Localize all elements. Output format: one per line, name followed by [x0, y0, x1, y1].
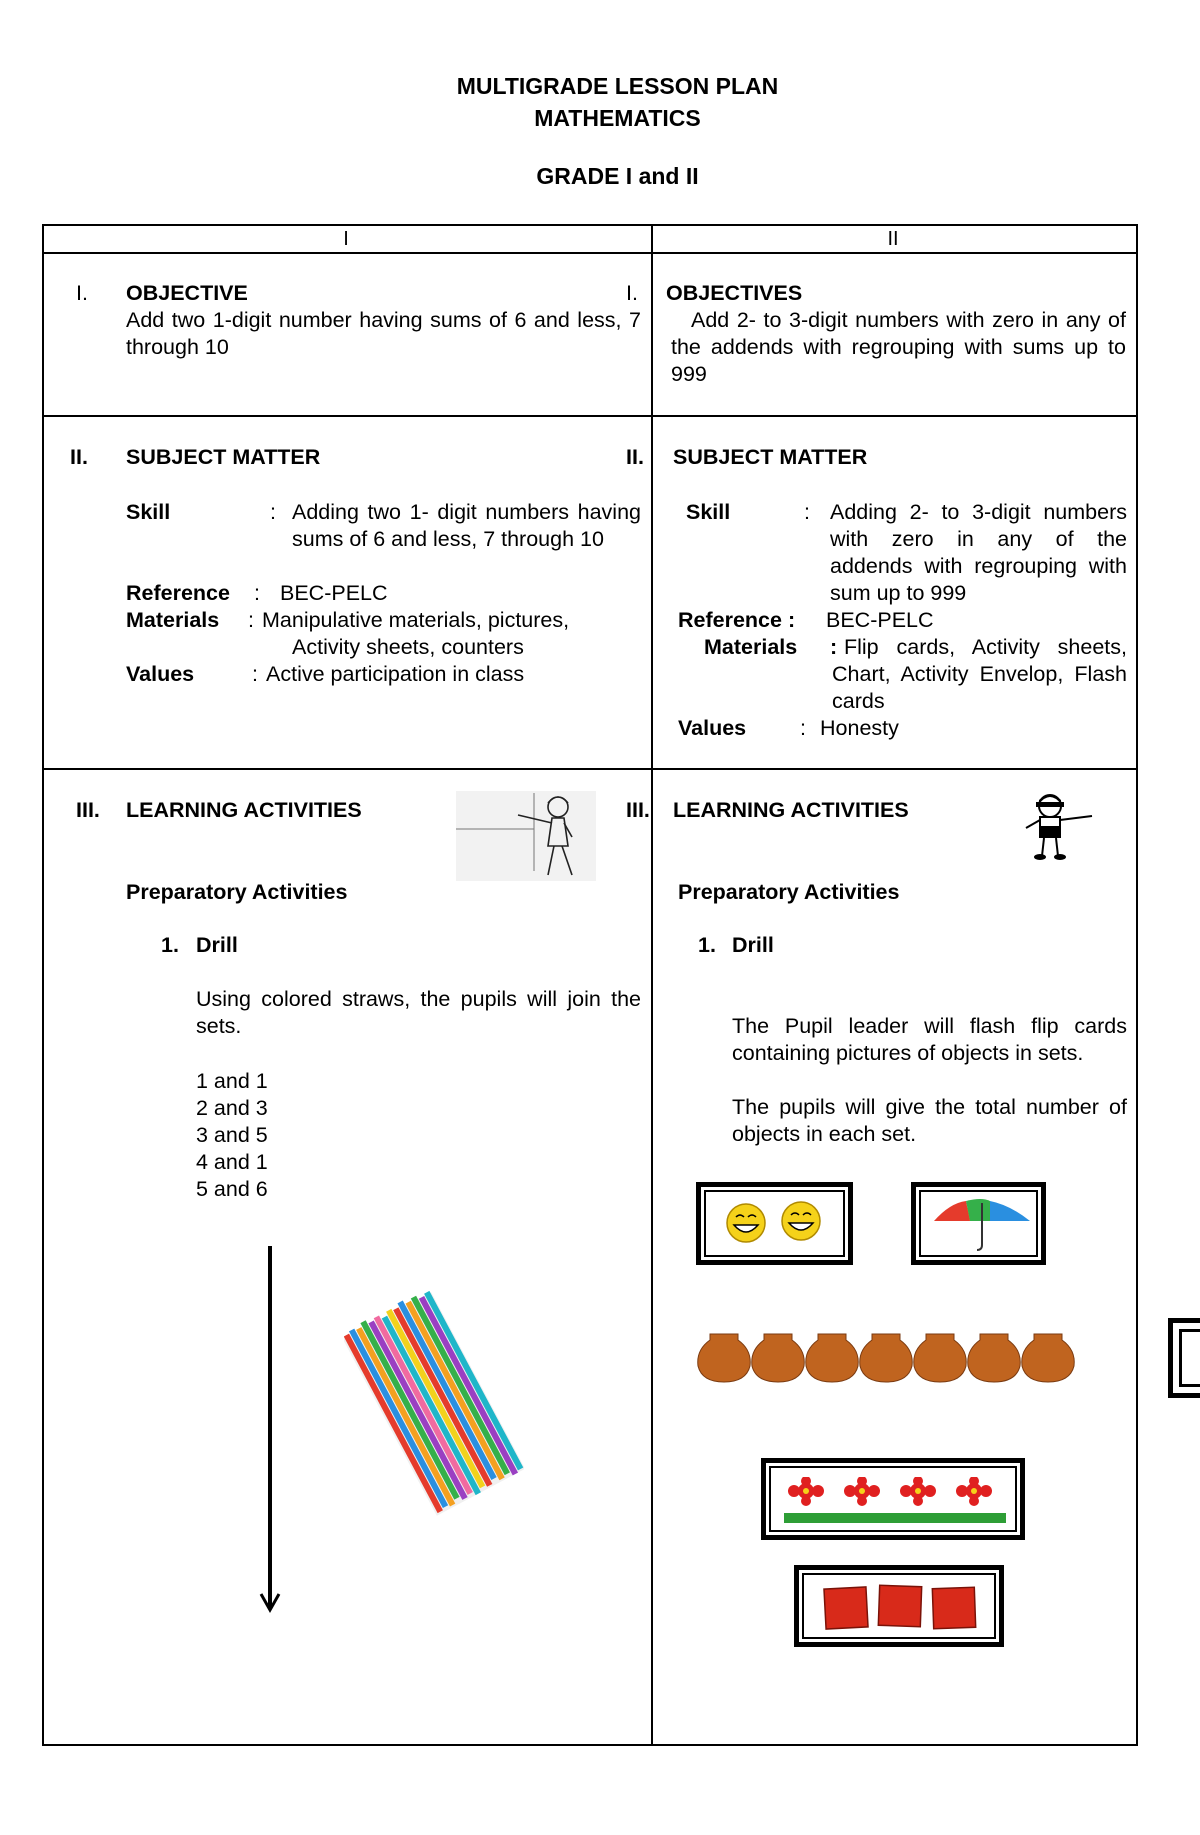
values-text: Honesty — [820, 716, 899, 740]
set-pair: 2 and 3 — [196, 1096, 268, 1120]
lesson-table — [42, 224, 1138, 1746]
values-colon: : — [252, 662, 258, 686]
skill-colon: : — [270, 500, 276, 524]
books-icon — [821, 1582, 981, 1632]
learning-number: III. — [626, 798, 650, 822]
materials-text: Flip cards, Activity sheets, Chart, Activity Envelop, Flash cards — [832, 635, 1127, 713]
colored-straws-image — [344, 1274, 524, 1534]
smiley-faces-icon — [721, 1201, 831, 1246]
umbrella-icon — [930, 1197, 1035, 1252]
values-label: Values — [126, 662, 195, 686]
materials-text-1: Manipulative materials, pictures, — [262, 608, 570, 632]
flash-card-books — [794, 1565, 1004, 1647]
column-divider — [651, 226, 653, 1744]
reference-label: Reference — [126, 581, 230, 605]
pupil-illustration — [1010, 792, 1100, 862]
materials-colon: : — [830, 635, 838, 659]
skill-label: Skill — [686, 500, 731, 524]
objective-heading: OBJECTIVES — [666, 281, 803, 305]
set-pair: 3 and 5 — [196, 1123, 268, 1147]
drill-text-1: The Pupil leader will flash flip cards containing pictures of objects in sets. — [732, 1014, 1127, 1065]
set-pair: 5 and 6 — [196, 1177, 268, 1201]
teacher-pointing-illustration — [456, 791, 596, 881]
materials-label: Materials — [126, 608, 220, 632]
cropped-frame — [1168, 1318, 1200, 1398]
drill-number: 1. — [161, 933, 179, 957]
reference-text: BEC-PELC — [280, 581, 388, 605]
values-label: Values — [678, 716, 747, 740]
objective-number: I. — [626, 281, 638, 305]
flowers-icon — [784, 1477, 1006, 1525]
clay-pots-image — [696, 1328, 1086, 1388]
row-divider — [44, 415, 1136, 417]
reference-label: Reference : — [678, 608, 796, 632]
set-pair: 4 and 1 — [196, 1150, 268, 1174]
learning-heading: LEARNING ACTIVITIES — [126, 798, 362, 822]
objective-text: Add two 1-digit number having sums of 6 and less, 7 through 10 — [126, 308, 641, 359]
drill-heading: Drill — [732, 933, 774, 957]
skill-text: Adding two 1- digit numbers having sums of 6 and less, 7 through 10 — [292, 500, 641, 551]
doc-title-line2: MATHEMATICS — [534, 105, 701, 131]
row-divider — [44, 768, 1136, 770]
drill-text-2: The pupils will give the total number of objects in each set. — [732, 1095, 1127, 1146]
skill-colon: : — [804, 500, 810, 524]
values-colon: : — [800, 716, 806, 740]
objective-heading: OBJECTIVE — [126, 281, 248, 305]
materials-colon: : — [248, 608, 254, 632]
drill-number: 1. — [698, 933, 716, 957]
flash-card-smileys — [696, 1182, 853, 1265]
materials-text-2: Activity sheets, counters — [292, 635, 524, 659]
objective-text: Add 2- to 3-digit numbers with zero in any of the addends with regrouping with sums up to 999 — [671, 308, 1126, 386]
values-text: Active participation in class — [266, 662, 525, 686]
learning-heading: LEARNING ACTIVITIES — [673, 798, 909, 822]
drill-text: Using colored straws, the pupils will join the sets. — [196, 987, 641, 1038]
subject-number: II. — [70, 445, 88, 469]
subject-heading: SUBJECT MATTER — [126, 445, 321, 469]
subject-heading: SUBJECT MATTER — [673, 445, 868, 469]
skill-text: Adding 2- to 3-digit numbers with zero in any of the addends with regrouping with sum up to 999 — [830, 500, 1127, 605]
column-header-grade-2: II — [887, 228, 899, 250]
doc-title-line1: MULTIGRADE LESSON PLAN — [456, 73, 779, 99]
column-header-grade-1: I — [343, 228, 349, 250]
materials-label: Materials — [704, 635, 798, 659]
drill-heading: Drill — [196, 933, 238, 957]
doc-title-grade: GRADE I and II — [536, 163, 699, 189]
preparatory-activities-heading: Preparatory Activities — [126, 880, 348, 904]
skill-label: Skill — [126, 500, 171, 524]
down-arrow-icon — [258, 1246, 282, 1616]
preparatory-activities-heading: Preparatory Activities — [678, 880, 900, 904]
reference-colon: : — [254, 581, 260, 605]
flash-card-umbrella — [911, 1182, 1046, 1265]
objective-number: I. — [76, 281, 88, 305]
flash-card-flowers — [761, 1458, 1025, 1540]
reference-text: BEC-PELC — [826, 608, 934, 632]
set-pair: 1 and 1 — [196, 1069, 268, 1093]
learning-number: III. — [76, 798, 100, 822]
subject-number: II. — [626, 445, 644, 469]
row-divider — [44, 252, 1136, 254]
